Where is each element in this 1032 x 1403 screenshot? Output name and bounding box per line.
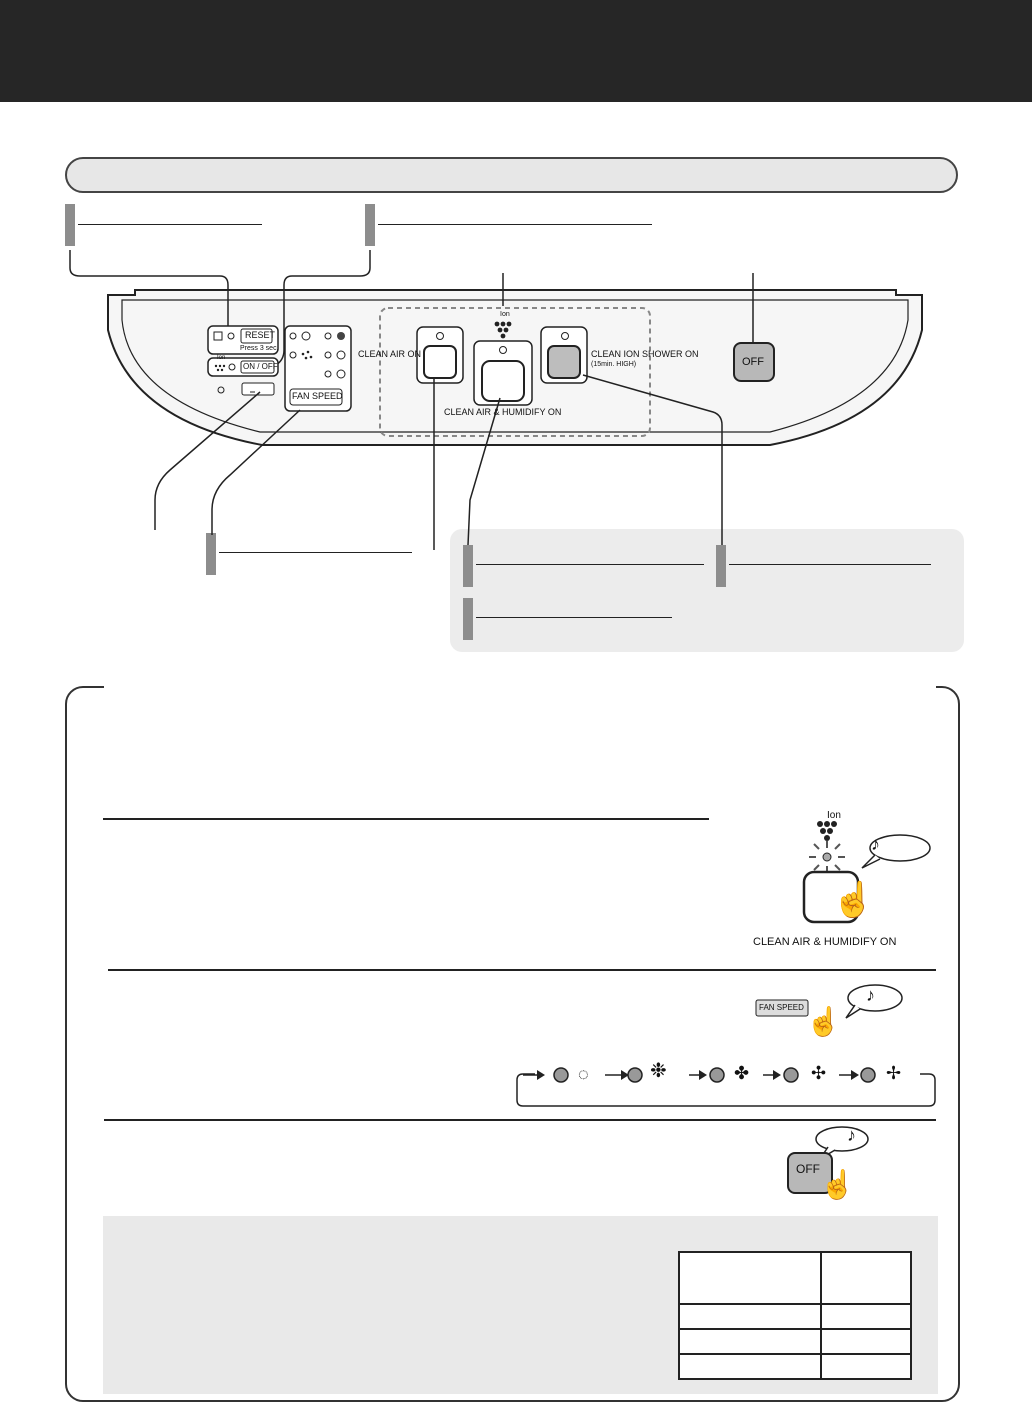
callout-tag-clean-air xyxy=(463,598,473,640)
top-header-bar xyxy=(0,0,1032,102)
section-title-bar xyxy=(65,157,958,193)
table-cell xyxy=(821,1252,911,1304)
table-cell xyxy=(821,1354,911,1379)
callout-underline-fan-speed xyxy=(219,552,412,553)
reset-hint: Press 3 sec. xyxy=(240,345,279,352)
callout-underline-ion xyxy=(378,224,652,225)
off-button-label[interactable]: OFF xyxy=(742,356,764,368)
step2-rule xyxy=(108,969,936,971)
table-cell xyxy=(679,1252,821,1304)
ion-small-label: Ion xyxy=(217,355,226,361)
step1-rule xyxy=(103,818,709,820)
clean-ion-shower-label[interactable]: CLEAN ION SHOWER ON xyxy=(591,349,699,359)
table-cell xyxy=(679,1304,821,1329)
steps-frame-heading-gap xyxy=(104,680,936,692)
table-cell xyxy=(821,1329,911,1354)
step3-off-label: OFF xyxy=(796,1162,820,1176)
ion-label: Ion xyxy=(500,311,510,318)
medium-fan-icon: ✣ xyxy=(811,1063,827,1083)
music-note-icon: ♪ xyxy=(847,1125,856,1145)
on-off-button-label[interactable]: ON / OFF xyxy=(243,362,278,371)
clean-air-humidify-label[interactable]: CLEAN AIR & HUMIDIFY ON xyxy=(444,407,562,417)
callout-underline-reset xyxy=(78,224,262,225)
sleep-icon: ❉ xyxy=(650,1060,667,1082)
control-panel-illustration xyxy=(0,250,1032,550)
clean-ion-shower-sub: (15min. HIGH) xyxy=(591,361,637,368)
table-cell xyxy=(679,1329,821,1354)
high-fan-icon: ✢ xyxy=(886,1063,902,1083)
step3-rule xyxy=(104,1119,936,1121)
spec-table xyxy=(678,1251,912,1380)
fan-speed-button-label[interactable]: FAN SPEED xyxy=(292,391,343,401)
music-note-icon: ♪ xyxy=(871,834,880,854)
callout-tag-ion xyxy=(365,204,375,246)
reset-button-label[interactable]: RESET xyxy=(245,330,276,340)
callout-tag-reset xyxy=(65,204,75,246)
callout-underline-clean-air xyxy=(476,617,672,618)
clean-air-on-label[interactable]: CLEAN AIR ON xyxy=(358,349,422,359)
low-fan-icon: ✤ xyxy=(734,1063,750,1083)
hand-press-icon: ☝ xyxy=(806,1006,841,1037)
step2-fan-speed-label: FAN SPEED xyxy=(759,1003,804,1012)
callout-tag-humidify xyxy=(463,545,473,587)
step1-ion-label: Ion xyxy=(827,810,841,821)
callout-underline-humidify xyxy=(476,564,704,565)
hand-press-icon: ☝ xyxy=(820,1169,855,1200)
music-note-icon: ♪ xyxy=(866,985,875,1005)
table-cell xyxy=(679,1354,821,1379)
auto-icon: ◌ xyxy=(578,1064,589,1084)
hand-press-icon: ☝ xyxy=(832,881,875,919)
callout-underline-ion-shower xyxy=(729,564,931,565)
step1-caption: CLEAN AIR & HUMIDIFY ON xyxy=(753,936,897,948)
table-cell xyxy=(821,1304,911,1329)
callout-tag-ion-shower xyxy=(716,545,726,587)
